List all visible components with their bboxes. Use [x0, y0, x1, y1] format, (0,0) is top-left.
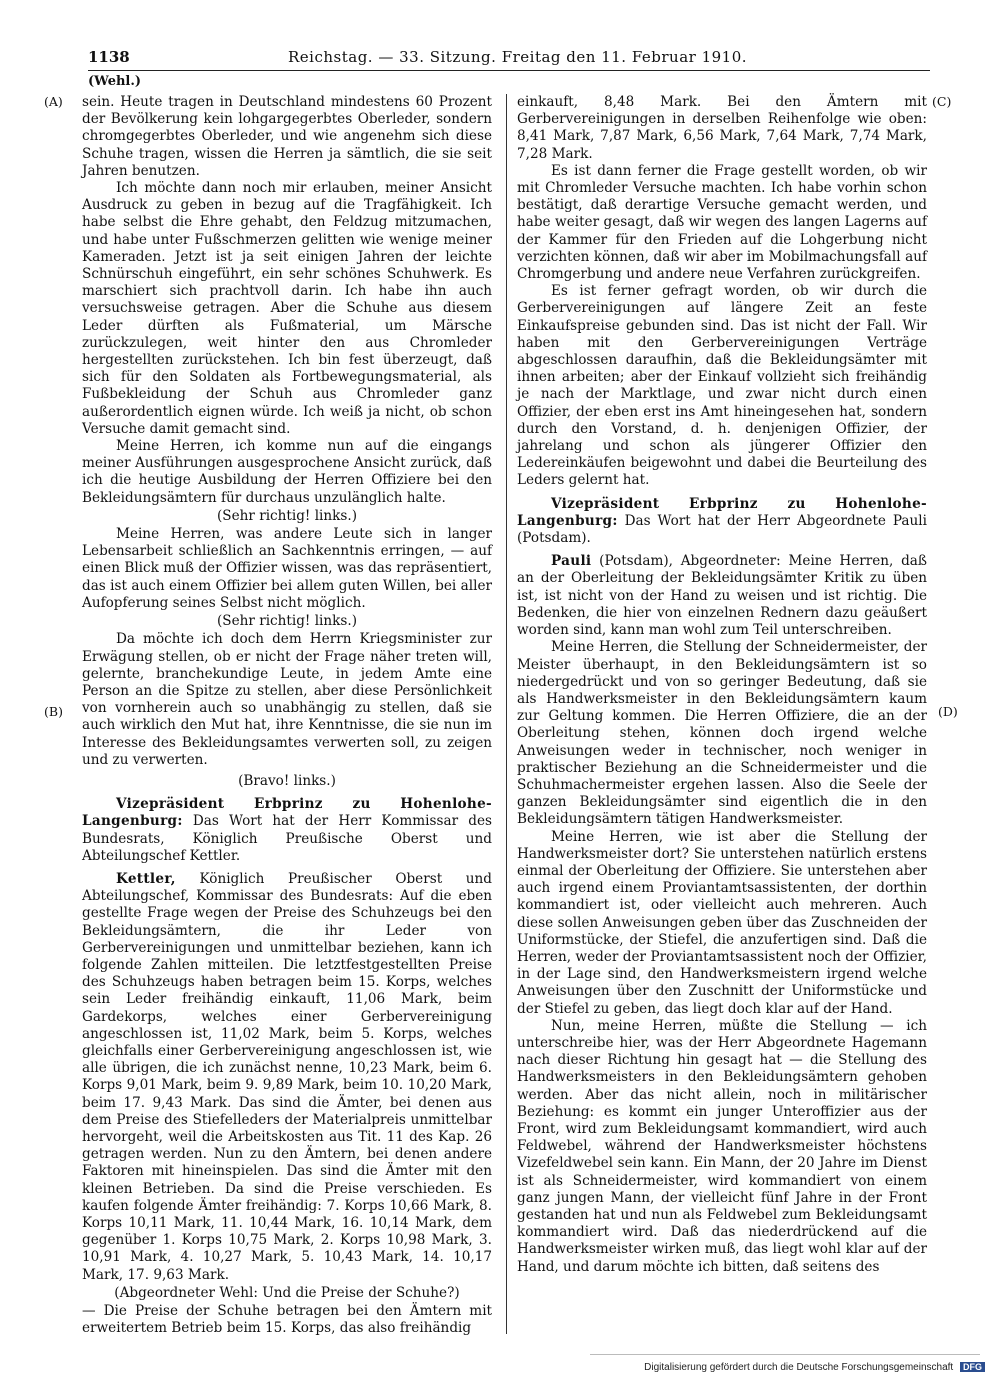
president-statement: [517, 496, 927, 548]
header-rule: [88, 70, 930, 71]
interjection: (Sehr richtig! links.): [216, 507, 358, 524]
paragraph: Nun, meine Herren, müßte die Stellung — ich unterschreibe hier, was der Herr Abgeordnete Hagemann nach dieser Richtung hin gesagt hat — die Stellung des Handwerksmeisters in den Bekleidungsämtern gehoben werden. Aber das nicht allein, noch in militärischer Beziehung: es kommt ein junger Unteroffizier aus der Front, wird zum Bekleidungsamt kommandiert, wird auch Feldwebel, während der Handwerksmeister höchstens Vizefeldwebel sein kann. Ein Mann, der 20 Jahre im Dienst ist als Schneidermeister, wird kommandiert von einem ganz jungen Mann, der vielleicht fünf Jahre in der Front gestanden hat und nun als Feldwebel zum Bekleidungsamt kommandiert wird. Daß das niederdrückend auf die Handwerksmeister wirken muß, das liegt wohl klar auf der Hand, und darum möchte ich bitten, daß seitens des: [517, 1017, 927, 1275]
speech-text: (Potsdam), Abgeordneter: Meine Herren, daß an der Oberleitung der Bekleidungsämter Kritik zu üben ist, ist nicht von der Hand zu weisen und ist richtig. Die Bedenken, die hier von einzelnen Rednern dazu geäußert worden sind, kann man wohl zum Teil unterschreiben.: [517, 553, 927, 639]
margin-mark-c: (C): [932, 94, 952, 109]
speaker-name: Pauli: [551, 553, 592, 570]
paragraph: sein. Heute tragen in Deutschland mindestens 60 Prozent der Bevölkerung kein lohgargegerbtes Oberleder, sondern chromgegerbtes Oberleder, und wie angenehm sich diese Schuhe tragen, wissen die Herren ja sämtlich, die sie seit Jahren benutzen.: [82, 94, 492, 179]
president-text: Das Wort hat der Herr Abgeordnete Pauli (Potsdam).: [517, 512, 927, 547]
dfg-logo-icon: DFG: [960, 1362, 985, 1372]
right-column: [517, 94, 927, 1276]
margin-mark-d: (D): [938, 704, 958, 719]
speech-kettler: [82, 871, 492, 1284]
paragraph: Meine Herren, die Stellung der Schneidermeister, der Meister überhaupt, in den Bekleidungsämtern ist so niedergedrückt und von so geringer Bedeutung, daß sie als Handwerksmeister in den Bekleidungsämtern kaum zur Geltung kommen. Die Herren Offiziere, die an der Oberleitung stehen, können doch irgend welche Anweisungen weder in technischer, noch weniger in praktischer Beziehung an die Schneidermeister und die Schuhmachermeister ergehen lassen. Also die Seele der ganzen Bekleidungsämter sind eigentlich die in den Bekleidungsämtern tätigen Handwerksmeister.: [517, 639, 927, 828]
margin-mark-b: (B): [44, 704, 63, 719]
paragraph: Meine Herren, was andere Leute sich in langer Lebensarbeit schließlich an Sachkenntnis erringen, — auf einen Blick muß der Offizier wissen, was das repräsentiert, das ist auch einem Offizier bei allem guten Willen, bei aller Aufopferung seines Selbst nicht möglich.: [82, 526, 492, 611]
paragraph: Meine Herren, ich komme nun auf die eingangs meiner Ausführungen ausgesprochene Ansicht zurück, daß ich die heutige Ausbildung der Herren Offiziere bei den Bekleidungsämtern für durchaus unzulänglich halte.: [82, 438, 492, 506]
left-column: [82, 94, 492, 1337]
page-title: Reichstag. — 33. Sitzung. Freitag den 11. Februar 1910.: [288, 48, 748, 66]
paragraph: Ich möchte dann noch mir erlauben, meiner Ansicht Ausdruck zu geben in bezug auf die Tragfähigkeit. Ich habe selbst die Ehre gehabt, den Feldzug mitzumachen, und habe unter Fußschmerzen gelitten wie wenige meiner Kameraden. Jetzt ist ja seit einigen Jahren der leichte Schnürschuh eingeführt, ein sehr schönes Schuhwerk. Es marschiert sich prachtvoll darin. Ich habe ihn auch versuchsweise getragen. Aber die Schuhe aus diesem Leder dürften als Fußmaterial, um Märsche zurückzulegen, weit hinter den aus Chromleder hergestellten zurückstehen. Ich bin fest überzeugt, daß sich für den Soldaten als Fortbewegungsmaterial, als Fußbekleidung der Schuh aus Chromleder ganz außerordentlich eignen würde. Ich weiß ja nicht, ob schon Versuche damit gemacht sind.: [82, 180, 492, 437]
speaker-name: Kettler,: [116, 870, 176, 887]
speaker-tag: (Wehl.): [88, 74, 142, 89]
page-number: 1138: [88, 48, 130, 66]
paragraph: — Die Preise der Schuhe betragen bei den Ämtern mit erweitertem Betrieb beim 15. Korps, das also freihändig: [82, 1303, 492, 1337]
interjection: (Abgeordneter Wehl: Und die Preise der Schuhe?): [114, 1284, 460, 1301]
paragraph: Es ist dann ferner die Frage gestellt worden, ob wir mit Chromleder Versuche machten. Ich habe vorhin schon bestätigt, daß derartige Versuche gemacht werden, und habe weiter gesagt, daß wir wegen des langen Lagerns auf der Kammer für den Frieden auf die Lohgerbung nicht verzichten können, daß wir aber im Mobilmachungsfall auf Chromgerbung und andere neue Verfahren zurückgreifen.: [517, 162, 927, 283]
president-label: Vizepräsident Erbprinz zu Hohenlohe-Langenburg:: [517, 495, 927, 529]
interjection: (Bravo! links.): [238, 772, 336, 789]
page-header: [88, 44, 930, 70]
margin-mark-a: (A): [44, 94, 63, 109]
footer-text: Digitalisierung gefördert durch die Deutsche Forschungsgemeinschaft: [644, 1362, 954, 1373]
paragraph: Es ist ferner gefragt worden, ob wir durch die Gerbervereinigungen auf längere Zeit an feste Einkaufspreise gebunden sind. Das ist nicht der Fall. Wir haben mit den Gerbervereinigungen Verträge abgeschlossen daraufhin, daß die Bekleidungsämter mit ihnen arbeiten; aber der Einkauf vollzieht sich freihändig je nach der Marktlage, und zwar nicht durch einen Offizier, der eben erst ins Amt hineingesehen hat, sondern durch den Vorstand, d. h. denjenigen Offizier, der jahrelang und schon als jüngerer Offizier den Ledereinkäufen beigewohnt und dabei die Beurteilung des Leders gelernt hat.: [517, 283, 927, 489]
column-divider: [506, 94, 507, 1334]
president-text: Das Wort hat der Herr Kommissar des Bundesrats, Königlich Preußische Oberst und Abteilungschef Kettler.: [82, 813, 492, 864]
president-statement: [82, 796, 492, 865]
paragraph: einkauft, 8,48 Mark. Bei den Ämtern mit Gerbervereinigungen in derselben Reihenfolge wie oben: 8,41 Mark, 7,87 Mark, 6,56 Mark, 7,64 Mark, 7,74 Mark, 7,28 Mark.: [517, 94, 927, 162]
interjection: (Sehr richtig! links.): [216, 613, 358, 630]
paragraph: Meine Herren, wie ist aber die Stellung der Handwerksmeister dort? Sie unterstehen natürlich erstens einmal der Oberleitung der Offiziere. Sie unterstehen aber auch irgend einem Proviantamtsassistenten, der dorthin kommandiert ist, oder vielleicht auch mehreren. Auch diese sollen Anweisungen geben über das Zuschneiden der Uniformstücke, der Stiefel, die anzufertigen sind. Daß die Herren, weder der Proviantamtsassistent noch der Offizier, in der Lage sind, den Handwerksmeistern irgend welche Anweisungen über den Zuschnitt der Uniformstücke und der Stiefel zu geben, das liegt doch klar auf der Hand.: [517, 828, 927, 1017]
president-label: Vizepräsident Erbprinz zu Hohenlohe-Langenburg:: [82, 796, 492, 830]
speech-pauli: [517, 553, 927, 639]
footer: [600, 1362, 985, 1373]
paragraph: Da möchte ich doch dem Herrn Kriegsminister zur Erwägung stellen, ob er nicht der Frage näher treten will, gelernte, branchekundige Leute, in jedem Amte eine Person an die Spitze zu stellen, aber diese Persönlichkeit von vornherein auch so unabhängig zu stellen, daß sie auch wirklich den Mut hat, ihre Kenntnisse, die sie nun im Interesse des Bekleidungsamtes verwerten soll, zu zeigen und zu verwerten.: [82, 631, 492, 768]
footer-rule: [590, 1354, 980, 1355]
speech-text: Königlich Preußischer Oberst und Abteilungschef, Kommissar des Bundesrats: Auf die eben gestellte Frage wegen der Preise des Schuhzeugs bei den Bekleidungsämtern, die ihr Leder von Gerbervereinigungen und unmittelbar beziehen, kann ich folgende Zahlen mitteilen. Die letztfestgestellten Preise des Schuhzeugs haben betragen beim 15. Korps, welches sein Leder freihändig einkauft, 11,06 Mark, beim Gardekorps, welches einer Gerbervereinigung angeschlossen ist, 11,02 Mark, beim 5. Korps, welches gleichfalls einer Gerbervereinigung angeschlossen ist, wie alle übrigen, die ich zunächst nenne, 10,23 Mark, beim 6. Korps 9,01 Mark, beim 9. 9,89 Mark, beim 10. 10,20 Mark, beim 17. 9,43 Mark. Das sind die Ämter, bei denen aus dem Preise des Stiefelleders der Materialpreis unmittelbar hervorgeht, weil die Arbeitskosten aus Tit. 11 des Kap. 26 getragen werden. Nun zu den Ämtern, bei denen andere Faktoren mit hineinspielen. Das sind die Ämter mit den kleinen Betrieben. Da sind die Preise verschieden. Es kaufen folgende Ämter freihändig: 7. Korps 10,66 Mark, 8. Korps 10,11 Mark, 11. 10,44 Mark, 16. 10,14 Mark, dem gegenüber 1. Korps 10,75 Mark, 2. Korps 10,98 Mark, 3. 10,91 Mark, 4. 10,27 Mark, 5. 10,43 Mark, 14. 10,17 Mark, 17. 9,63 Mark.: [82, 870, 493, 1283]
